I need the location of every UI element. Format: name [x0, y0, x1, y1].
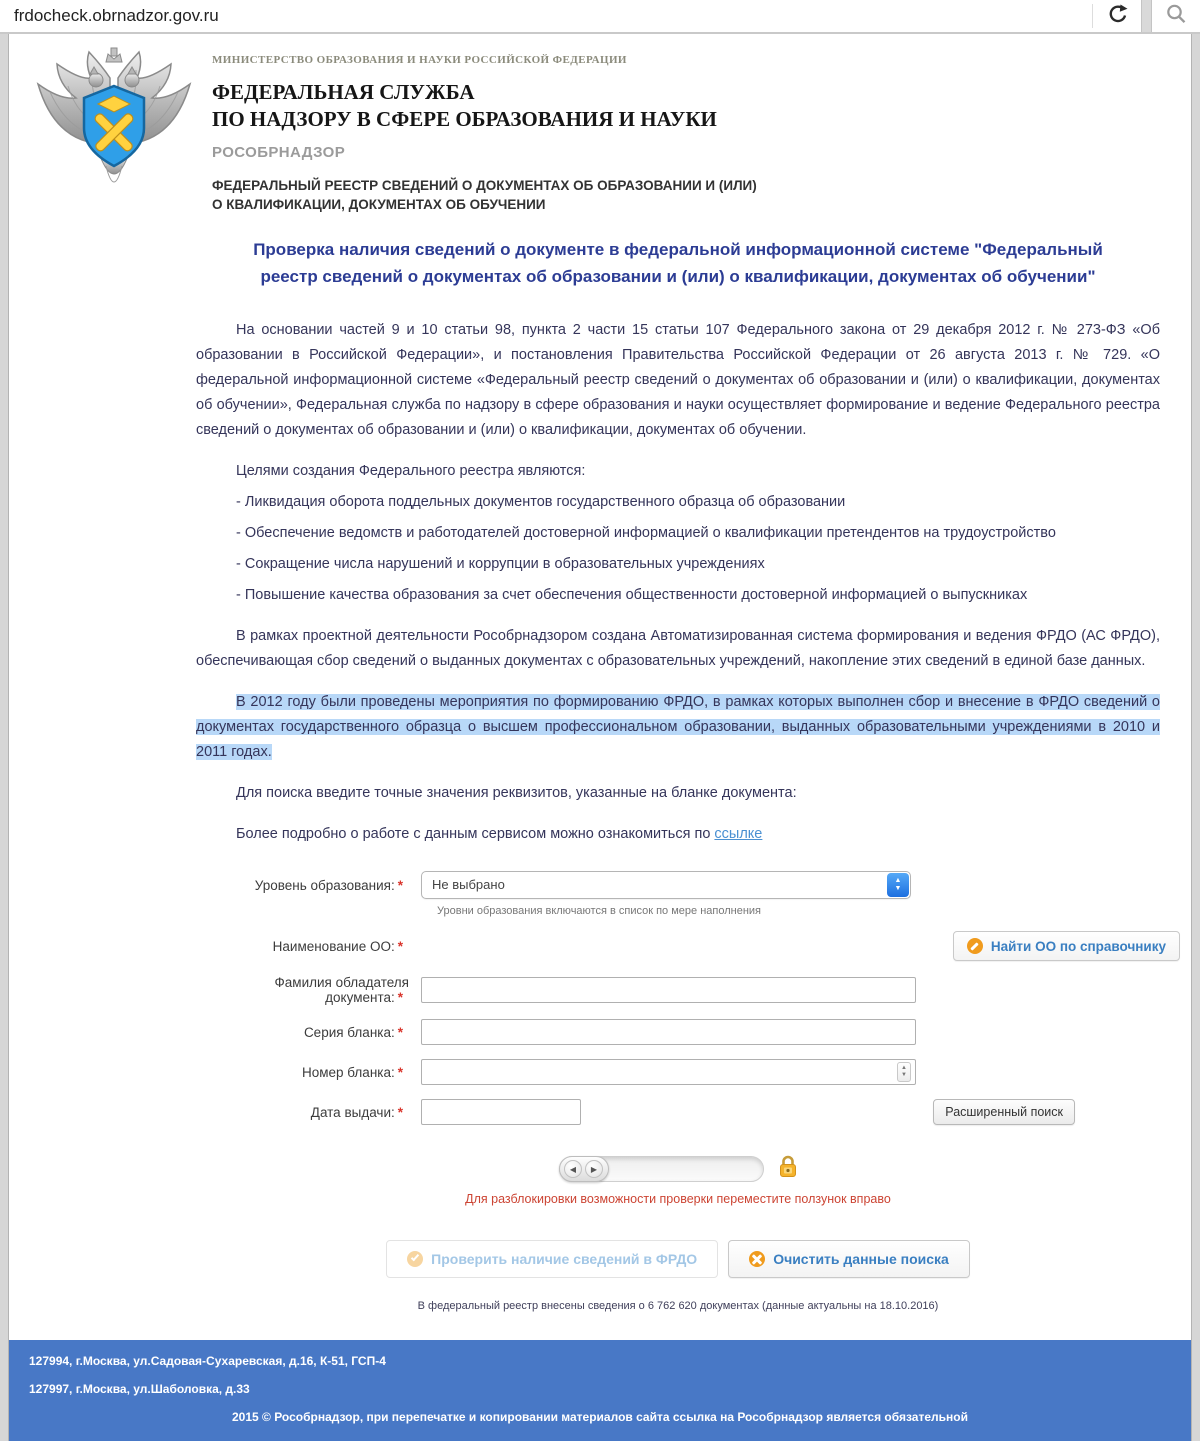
search-icon	[1165, 3, 1187, 30]
surname-input[interactable]	[421, 977, 916, 1003]
paragraph-2012-highlighted	[196, 690, 1160, 765]
slider-left-arrow-icon: ◀	[564, 1160, 582, 1178]
education-level-select[interactable]: Не выбрано ▲ ▼	[421, 871, 911, 899]
unlock-slider-handle[interactable]	[559, 1156, 609, 1182]
reload-icon	[1106, 3, 1128, 30]
reload-button[interactable]	[1093, 0, 1141, 32]
header-text-block	[198, 46, 757, 214]
education-level-label: Уровень образования: *	[196, 878, 413, 893]
unlock-slider-track[interactable]	[559, 1156, 764, 1182]
organization-label: Наименование ОО: *	[196, 939, 413, 954]
details-link[interactable]: ссылке	[714, 826, 763, 842]
page-title: Проверка наличия сведений о документе в федеральной информационной системе "Федеральный реестр сведений о документах об образовании и (или) о квалификации, документах об обучении"	[253, 240, 1103, 286]
number-spinner-icon[interactable]: ▲ ▼	[897, 1062, 911, 1082]
clear-search-button[interactable]: Очистить данные поиска	[728, 1240, 970, 1278]
footer-address-2: 127997, г.Москва, ул.Шаболовка, д.33	[29, 1382, 250, 1396]
service-name: ФЕДЕРАЛЬНАЯ СЛУЖБА ПО НАДЗОРУ В СФЕРЕ ОБРАЗОВАНИЯ И НАУКИ	[212, 80, 717, 131]
paragraph-as-frdo: В рамках проектной деятельности Рособрнадзором создана Автоматизированная система формирования и ведения ФРДО (АС ФРДО), обеспечивающая сбор сведений о выданных документах с образовательных учреждений, накопление этих сведений в единой базе данных.	[196, 628, 1160, 669]
required-asterisk: *	[397, 938, 403, 954]
form-row-organization	[196, 931, 1166, 961]
select-stepper-icon[interactable]: ▲ ▼	[887, 873, 909, 897]
scrollbar-strip[interactable]	[1141, 0, 1152, 32]
page-panel	[8, 34, 1192, 1441]
required-asterisk: *	[397, 877, 403, 893]
series-label: Серия бланка: *	[196, 1025, 413, 1040]
rosobrnadzor-emblem-icon	[30, 46, 198, 208]
required-asterisk: *	[397, 990, 403, 1005]
issue-date-label: Дата выдачи: *	[196, 1105, 413, 1120]
site-header	[9, 34, 1191, 214]
issue-date-input[interactable]	[421, 1099, 581, 1125]
site-footer	[9, 1340, 1191, 1441]
footer-copyright: 2015 © Рособрнадзор, при перепечатке и копировании материалов сайта ссылка на Рособрнадзор является обязательной	[232, 1410, 968, 1424]
paragraph-legal-basis: На основании частей 9 и 10 статьи 98, пункта 2 части 15 статьи 107 Федерального закона от 29 декабря 2012 г. № 273-ФЗ «Об образовании в Российской Федерации», и постановления Правительства Российской Федерации от 26 августа 2013 г. № 729. «О федеральной информационной системе «Федеральный реестр сведений о документах об образовании и (или) о квалификации, документах об обучении», Федеральная служба по надзору в сфере образования и науки осуществляет формирование и ведение Федерального реестра сведений о документах об образовании и (или) о квалификации, документах об обучении.	[196, 322, 1160, 438]
number-input-wrap	[421, 1059, 916, 1085]
goal-item: - Ликвидация оборота поддельных документов государственного образца об образовании	[236, 494, 846, 510]
number-label: Номер бланка: *	[196, 1065, 413, 1080]
form-actions	[196, 1240, 1160, 1278]
goal-item: - Обеспечение ведомств и работодателей достоверной информацией о квалификации претендентов на трудоустройство	[236, 525, 1056, 541]
unlock-slider-row	[196, 1155, 1160, 1183]
registry-count-note: В федеральный реестр внесены сведения о 6 762 620 документах (данные актуальны на 18.10.2016)	[417, 1300, 939, 1312]
check-icon	[407, 1251, 423, 1267]
required-asterisk: *	[397, 1024, 403, 1040]
number-input[interactable]	[421, 1059, 916, 1085]
url-field[interactable]: frdocheck.obrnadzor.gov.ru	[14, 6, 219, 25]
document-check-form	[196, 871, 1166, 1312]
footer-address-1: 127994, г.Москва, ул.Садовая-Сухаревская, д.16, К-51, ГСП-4	[29, 1354, 386, 1368]
edit-icon	[967, 938, 983, 954]
required-asterisk: *	[397, 1064, 403, 1080]
form-row-number	[196, 1059, 1160, 1085]
registry-name: ФЕДЕРАЛЬНЫЙ РЕЕСТР СВЕДЕНИЙ О ДОКУМЕНТАХ ОБ ОБРАЗОВАНИИ И (ИЛИ) О КВАЛИФИКАЦИИ, ДОКУМЕНТАХ ОБ ОБУЧЕНИИ	[212, 178, 757, 212]
unlock-hint: Для разблокировки возможности проверки переместите ползунок вправо	[465, 1192, 891, 1206]
lock-icon	[778, 1155, 798, 1183]
slider-right-arrow-icon: ▶	[585, 1160, 603, 1178]
main-column	[196, 236, 1166, 1312]
clear-x-icon	[749, 1251, 765, 1267]
series-input[interactable]	[421, 1019, 916, 1045]
form-row-education-level	[196, 871, 1160, 899]
search-button[interactable]	[1152, 0, 1200, 32]
page-content	[9, 34, 1191, 1340]
service-short-name: РОСОБРНАДЗОР	[212, 144, 346, 161]
required-asterisk: *	[397, 1104, 403, 1120]
form-row-series	[196, 1019, 1160, 1045]
form-row-issue-date	[196, 1099, 1160, 1125]
form-row-surname	[196, 975, 1160, 1005]
find-organization-button[interactable]: Найти ОО по справочнику	[953, 931, 1180, 961]
paragraph-more-info: Более подробно о работе с данным сервисом можно ознакомиться по ссылке	[236, 826, 763, 842]
check-frdo-button[interactable]: Проверить наличие сведений в ФРДО	[386, 1240, 718, 1278]
browser-address-bar	[0, 0, 1200, 34]
advanced-search-button[interactable]: Расширенный поиск	[933, 1099, 1075, 1125]
highlighted-text: В 2012 году были проведены мероприятия по формированию ФРДО, в рамках которых выполнен сбор и внесение в ФРДО сведений о документах государственного образца о высшем профессиональном образовании, выданных образовательными учреждениями в 2010 и 2011 годах.	[196, 694, 1160, 760]
surname-label: Фамилия обладателя документа: *	[274, 975, 409, 1005]
goal-item: - Повышение качества образования за счет обеспечения общественности достоверной информацией о выпускниках	[236, 587, 1028, 603]
paragraph-search-hint: Для поиска введите точные значения реквизитов, указанные на бланке документа:	[236, 785, 797, 801]
goal-item: - Сокращение числа нарушений и коррупции в образовательных учреждениях	[236, 556, 765, 572]
ministry-name: МИНИСТЕРСТВО ОБРАЗОВАНИЯ И НАУКИ РОССИЙСКОЙ ФЕДЕРАЦИИ	[212, 54, 627, 66]
paragraph-goals-intro: Целями создания Федерального реестра являются:	[236, 463, 586, 479]
education-level-hint: Уровни образования включаются в список по мере наполнения	[437, 905, 762, 917]
